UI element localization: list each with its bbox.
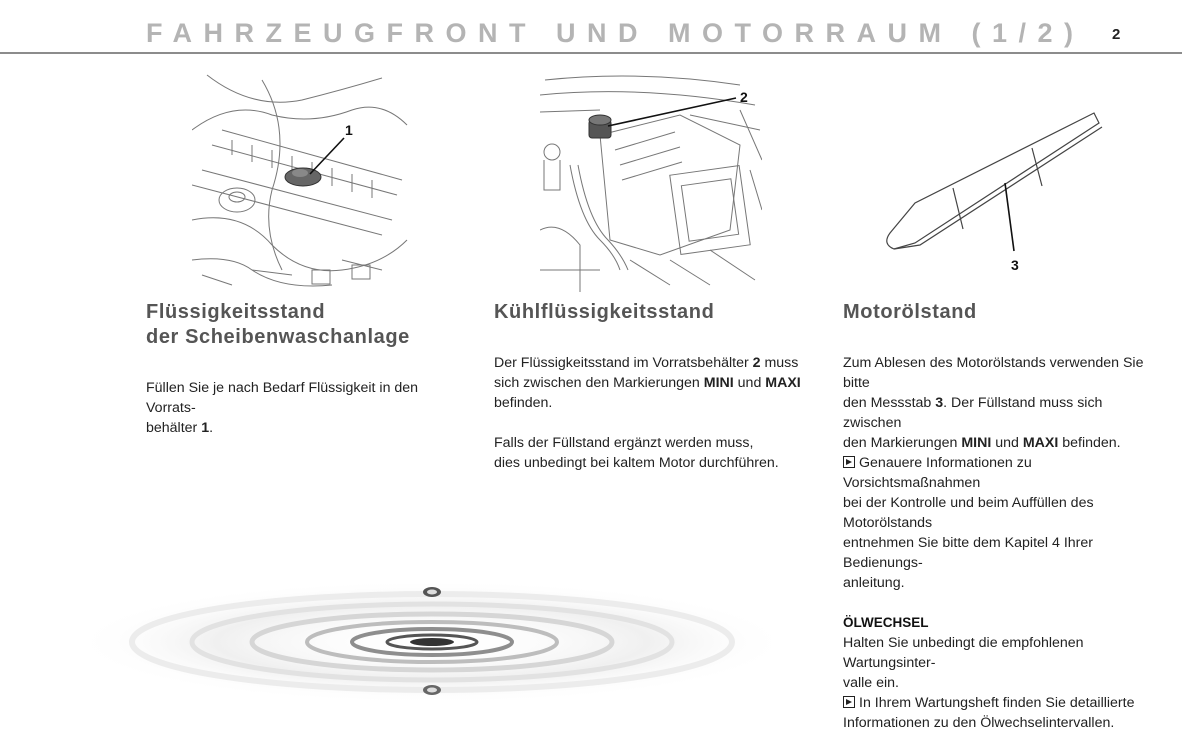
text-line: Genauere Informationen zu Vorsichtsmaßnahmen xyxy=(843,455,1032,491)
text-fragment: muss xyxy=(760,355,799,371)
reference-number: 3 xyxy=(935,395,944,411)
text-line: bei der Kontrolle und beim Auffüllen des Motorölstands xyxy=(843,495,1094,531)
text-line: In Ihrem Wartungsheft finden Sie detaillierte xyxy=(859,695,1135,711)
text-line: Halten Sie unbedingt die empfohlenen Wartungsinter- xyxy=(843,635,1084,671)
washer-fluid-heading-line2: der Scheibenwaschanlage xyxy=(146,326,410,348)
maxi-mark: MAXI xyxy=(765,375,801,391)
text-line: anleitung. xyxy=(843,575,905,591)
water-drop-ripple-icon xyxy=(80,570,860,709)
coolant-section xyxy=(494,300,804,473)
washer-fluid-section xyxy=(146,300,456,438)
washer-fluid-text xyxy=(146,378,456,438)
text-line: Falls der Füllstand ergänzt werden muss, xyxy=(494,435,754,451)
text-fragment: befinden. xyxy=(1058,435,1121,451)
text-fragment: . xyxy=(209,420,214,436)
callout-3: 3 xyxy=(1011,257,1019,273)
reference-arrow-icon xyxy=(843,456,855,468)
text-line: valle ein. xyxy=(843,675,899,691)
washer-fluid-heading xyxy=(146,300,456,350)
engine-oil-section xyxy=(843,300,1163,733)
reference-number: 1 xyxy=(201,420,210,436)
coolant-heading: Kühlflüssigkeitsstand xyxy=(494,301,715,323)
text-fragment: und xyxy=(733,375,766,391)
text-fragment: den Messstab xyxy=(843,395,936,411)
oil-change-title: ÖLWECHSEL xyxy=(843,615,929,630)
text-line: Informationen zu den Ölwechselintervallen. xyxy=(843,715,1115,731)
oil-change-paragraph xyxy=(843,633,1163,733)
text-fragment: den Markierungen xyxy=(843,435,962,451)
text-line: Zum Ablesen des Motorölstands verwenden Sie bitte xyxy=(843,355,1144,391)
text-fragment: . Der Füllstand muss sich zwischen xyxy=(843,395,1103,431)
text-line: entnehmen Sie bitte dem Kapitel 4 Ihrer Bedienungs- xyxy=(843,535,1094,571)
page-title: FAHRZEUGFRONT UND MOTORRAUM (1/2) xyxy=(146,18,1085,48)
text-line: behälter xyxy=(146,420,202,436)
coolant-paragraph-2 xyxy=(494,433,804,473)
text-fragment: sich zwischen den Markierungen xyxy=(494,375,704,391)
text-line: befinden. xyxy=(494,395,553,411)
reference-number: 2 xyxy=(752,355,761,371)
engine-oil-heading: Motorölstand xyxy=(843,301,977,323)
page-number: 2 xyxy=(1112,26,1121,43)
washer-reservoir-illustration xyxy=(192,70,412,292)
callout-2: 2 xyxy=(740,89,748,105)
mini-mark: MINI xyxy=(961,435,992,451)
maxi-mark: MAXI xyxy=(1022,435,1059,451)
coolant-reservoir-illustration xyxy=(540,70,762,292)
dipstick-illustration xyxy=(880,108,1105,253)
header-divider xyxy=(0,52,1182,54)
text-line: Füllen Sie je nach Bedarf Flüssigkeit in den Vorrats- xyxy=(146,380,419,416)
mini-mark: MINI xyxy=(703,375,734,391)
text-fragment: Der Flüssigkeitsstand im Vorratsbehälter xyxy=(494,355,753,371)
callout-1: 1 xyxy=(345,122,353,138)
washer-fluid-heading-line1: Flüssigkeitsstand xyxy=(146,301,326,323)
text-line: dies unbedingt bei kaltem Motor durchführen. xyxy=(494,455,779,471)
page-header xyxy=(0,0,1182,56)
coolant-paragraph-1 xyxy=(494,353,804,413)
text-fragment: und xyxy=(991,435,1023,451)
engine-oil-paragraph xyxy=(843,353,1163,593)
